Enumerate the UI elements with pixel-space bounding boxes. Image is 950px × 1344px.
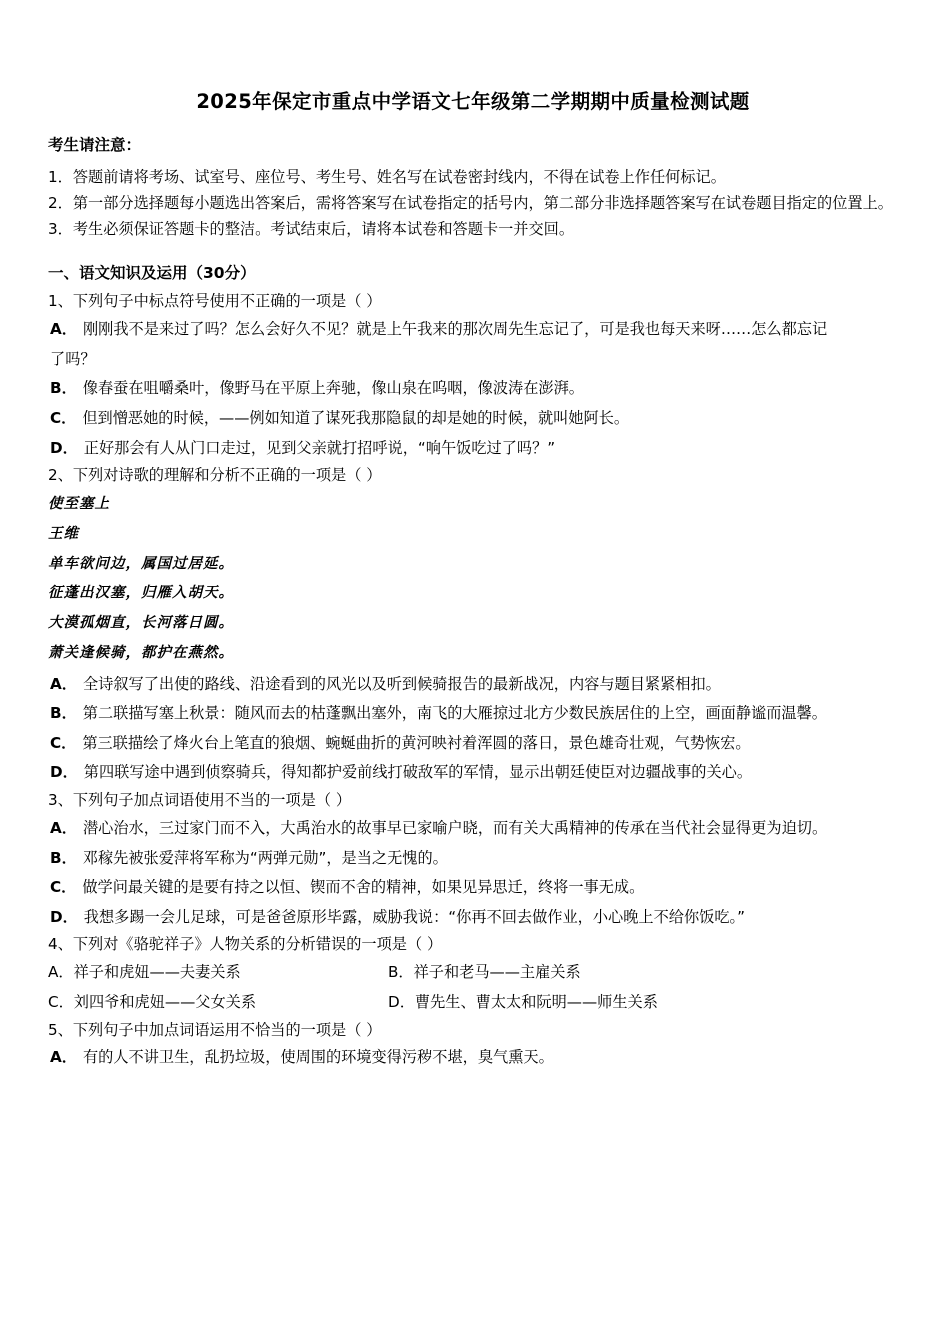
question-2-stem	[48, 463, 898, 489]
option-label: A．	[50, 1048, 77, 1067]
option-text: 全诗叙写了出使的路线、沿途看到的风光以及听到候骑报告的最新战况，内容与题目紧紧相扣。	[82, 674, 721, 693]
notice-line-3: 3．考生必须保证答题卡的整洁。考试结束后，请将本试卷和答题卡一并交回。	[48, 220, 575, 239]
question-2-option-d	[48, 758, 898, 788]
question-3-option-d	[48, 903, 898, 933]
poem-line-1: 单车欲问边，属国过居延。	[48, 554, 234, 572]
question-5-number: 5、	[48, 1020, 73, 1039]
option-text: 潜心治水，三过家门而不入，大禹治水的故事早已家喻户晓，而有关大禹精神的传承在当代社会显得更为迫切。	[82, 818, 828, 837]
poem-line-2: 征蓬出汉塞，归雁入胡天。	[48, 584, 234, 602]
option-text: 刘四爷和虎妞——父女关系	[73, 992, 257, 1011]
question-3-number: 3、	[48, 791, 73, 810]
poem-title: 使至塞上	[48, 495, 110, 513]
option-label: A．	[48, 963, 74, 982]
question-3-option-a	[48, 814, 898, 844]
question-4-option-a	[48, 958, 388, 988]
option-text: 邓稼先被张爱萍将军称为“两弹元勋”，是当之无愧的。	[82, 848, 448, 867]
option-label: D．	[50, 438, 78, 457]
question-2-option-b	[48, 699, 898, 729]
question-3-option-b	[48, 844, 898, 874]
question-5-text: 下列句子中加点词语运用不恰当的一项是（ ）	[72, 1020, 382, 1039]
option-text: 第三联描绘了烽火台上笔直的狼烟、蜿蜒曲折的黄河映衬着浑圆的落日，景色雄奇壮观，气势恢宏。	[82, 733, 751, 752]
question-1-stem	[48, 289, 898, 315]
question-1-option-d	[48, 434, 898, 464]
question-4-number: 4、	[48, 935, 73, 954]
question-1-option-c	[48, 404, 898, 434]
option-label: B．	[50, 848, 77, 867]
notice-line-2: 2．第一部分选择题每小题选出答案后，需将答案写在试卷指定的括号内，第二部分非选择题答案写在试卷题目指定的位置上。	[48, 194, 893, 213]
question-2-text: 下列对诗歌的理解和分析不正确的一项是（ ）	[72, 466, 382, 485]
question-2-number: 2、	[48, 466, 73, 485]
option-label: A．	[50, 320, 77, 339]
option-text: 曹先生、曹太太和阮明——师生关系	[414, 992, 658, 1011]
question-4-options-row-1	[48, 958, 898, 988]
question-3-stem	[48, 788, 898, 814]
option-text: 我想多踢一会儿足球，可是爸爸原形毕露，威胁我说：“你再不回去做作业，小心晚上不给你饭吃。”	[83, 907, 745, 926]
notice-line-1: 1．答题前请将考场、试室号、座位号、考生号、姓名写在试卷密封线内，不得在试卷上作任何标记。	[48, 168, 726, 187]
option-text: 第四联写途中遇到侦察骑兵，得知都护爱前线打破敌军的军情，显示出朝廷使臣对边疆战事的关心。	[83, 763, 753, 782]
question-3-option-c	[48, 873, 898, 903]
question-1-option-a	[48, 315, 898, 345]
question-1-option-a-cont: 了吗？	[50, 349, 96, 368]
option-label: D．	[388, 992, 415, 1011]
question-5-stem	[48, 1018, 898, 1044]
question-4-option-c	[48, 988, 388, 1018]
question-4-option-d	[388, 988, 658, 1018]
option-label: C．	[48, 992, 74, 1011]
question-2-option-a	[48, 670, 898, 700]
option-label: A．	[50, 674, 77, 693]
question-4-stem	[48, 932, 898, 958]
option-text: 有的人不讲卫生，乱扔垃圾，使周围的环境变得污秽不堪，臭气熏天。	[82, 1048, 554, 1067]
option-label: C．	[50, 409, 77, 428]
option-text: 刚刚我不是来过了吗？怎么会好久不见？就是上午我来的那次周先生忘记了，可是我也每天来呀……怎么都忘记	[82, 320, 828, 339]
question-1-option-b	[48, 374, 898, 404]
poem-line-4: 萧关逢候骑，都护在燕然。	[48, 643, 234, 661]
question-5-option-a	[48, 1043, 898, 1073]
option-label: D．	[50, 763, 78, 782]
option-text: 做学问最关键的是要有持之以恒、锲而不舍的精神，如果见异思迁，终将一事无成。	[82, 878, 645, 897]
option-label: B．	[50, 704, 77, 723]
question-4-text: 下列对《骆驼祥子》人物关系的分析错误的一项是（ ）	[72, 935, 443, 954]
option-text: 正好那会有人从门口走过，见到父亲就打招呼说，“响午饭吃过了吗？”	[83, 438, 556, 457]
option-label: A．	[50, 818, 77, 837]
poem-line-3: 大漠孤烟直，长河落日圆。	[48, 614, 234, 632]
question-2-option-c	[48, 729, 898, 759]
option-label: C．	[50, 733, 77, 752]
question-1-number: 1、	[48, 292, 73, 311]
section-title-1: 一、语文知识及运用（30分）	[48, 263, 256, 282]
option-text: 祥子和虎妞——夫妻关系	[73, 963, 241, 982]
poem-author: 王维	[48, 524, 79, 542]
option-text: 第二联描写塞上秋景：随风而去的枯蓬飘出塞外，南飞的大雁掠过北方少数民族居住的上空，画面静谧而温馨。	[82, 704, 827, 723]
option-label: C．	[50, 878, 77, 897]
notice-heading: 考生请注意：	[48, 136, 142, 155]
question-4-options-row-2	[48, 988, 898, 1018]
question-1-text: 下列句子中标点符号使用不正确的一项是（ ）	[72, 292, 382, 311]
option-label: B．	[388, 963, 414, 982]
page-title: 2025年保定市重点中学语文七年级第二学期期中质量检测试题	[196, 90, 750, 113]
option-text: 祥子和老马——主雇关系	[413, 963, 581, 982]
question-4-option-b	[388, 958, 581, 988]
option-label: D．	[50, 907, 78, 926]
question-3-text: 下列句子加点词语使用不当的一项是（ ）	[72, 791, 352, 810]
option-text: 像春蚕在咀嚼桑叶，像野马在平原上奔驰，像山泉在呜咽，像波涛在澎湃。	[82, 379, 584, 398]
option-label: B．	[50, 379, 77, 398]
option-text: 但到憎恶她的时候，——例如知道了谋死我那隐鼠的却是她的时候，就叫她阿长。	[82, 409, 630, 428]
